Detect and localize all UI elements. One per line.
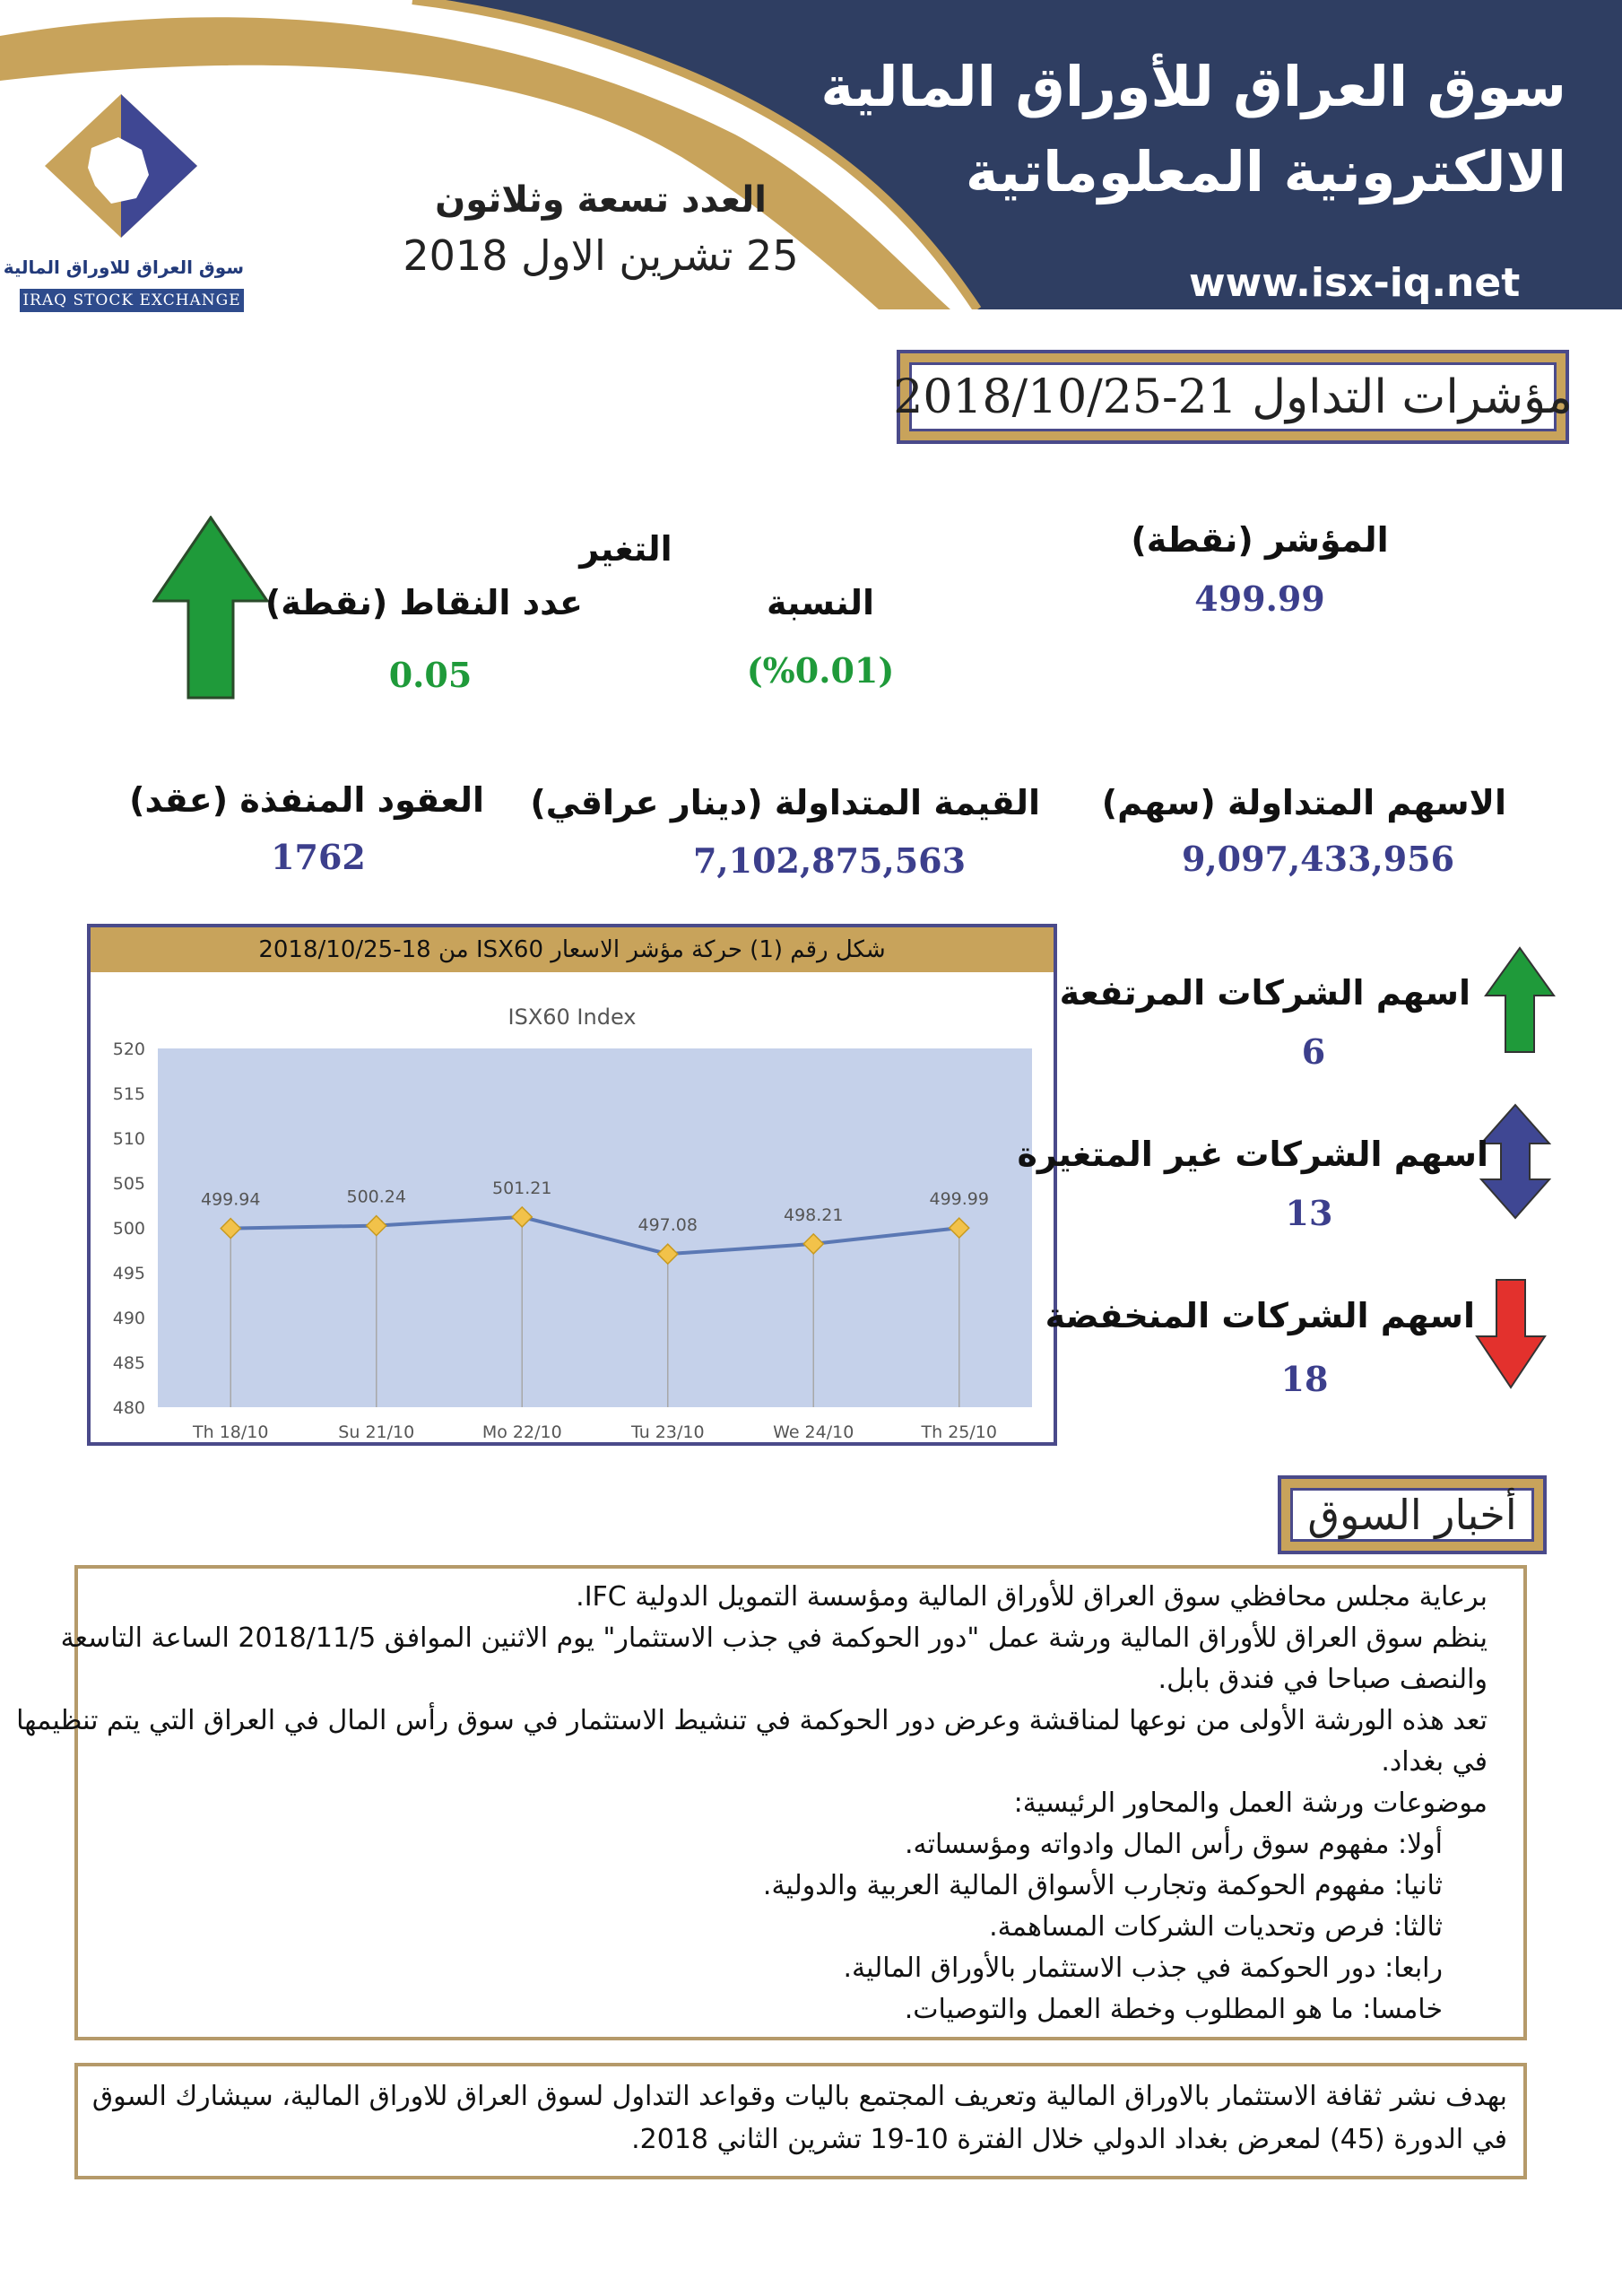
y-tick-label: 500 [112, 1219, 145, 1239]
news-line: ثالثا: فرص وتحديات الشركات المساهمة. [989, 1911, 1443, 1943]
data-label: 498.21 [784, 1205, 844, 1225]
news-title: أخبار السوق [1307, 1491, 1517, 1539]
logo-name-en: IRAQ STOCK EXCHANGE [20, 289, 244, 312]
news-lines-1 [16, 1569, 1488, 2037]
y-tick-label: 480 [112, 1398, 145, 1418]
falling-label: اسهم الشركات المنخفضة [1045, 1296, 1475, 1335]
x-tick-label: Su 21/10 [338, 1422, 415, 1442]
data-label: 499.99 [929, 1189, 989, 1210]
unchanged-label: اسهم الشركات غير المتغيرة [1017, 1135, 1488, 1174]
news-line: خامسا: ما هو المطلوب وخطة العمل والتوصيات. [904, 1994, 1443, 2025]
traded-value: 7,102,875,563 [692, 840, 967, 881]
news-line: بهدف نشر ثقافة الاستثمار بالاوراق المالية وتعريف المجتمع باليات وقواعد التداول لسوق العراق للاوراق المالية، سيشارك السوق [91, 2081, 1507, 2112]
news-line: أولا: مفهوم سوق رأس المال وادواته ومؤسساته. [904, 1829, 1443, 1860]
isx60-line-chart [91, 972, 1054, 1442]
y-tick-label: 495 [112, 1264, 145, 1283]
website-link[interactable]: www.isx-iq.net [1189, 260, 1521, 306]
isx-logo-icon [36, 85, 224, 247]
index-label: المؤشر (نقطة) [1131, 520, 1389, 560]
chart-title: ISX60 Index [507, 1004, 637, 1030]
news-box-1 [16, 1565, 1527, 2040]
y-tick-label: 515 [112, 1084, 145, 1104]
news-line: تعد هذه الورشة الأولى من نوعها لمناقشة وعرض دور الحوكمة في تنشيط الاستثمار في سوق رأس المال في العراق التي يتم تنظيمها [16, 1705, 1488, 1736]
points-value: 0.05 [388, 655, 473, 695]
y-tick-label: 485 [112, 1353, 145, 1373]
news-line: موضوعات ورشة العمل والمحاور الرئيسية: [1013, 1787, 1488, 1819]
news-line: ثانيا: مفهوم الحوكمة وتجارب الأسواق المالية العربية والدولية. [762, 1870, 1443, 1901]
falling-value: 18 [1280, 1359, 1329, 1399]
news-line: والنصف صباحا في فندق بابل. [1158, 1664, 1488, 1695]
shares-value: 9,097,433,956 [1181, 839, 1455, 879]
index-value: 499.99 [1194, 578, 1325, 619]
news-line: في الدورة (45) لمعرض بغداد الدولي خلال الفترة 10-19 تشرين الثاني 2018. [631, 2124, 1507, 2155]
news-line: رابعا: دور الحوكمة في جذب الاستثمار بالأوراق المالية. [843, 1952, 1443, 1984]
news-line: في بغداد. [1381, 1746, 1488, 1778]
unchanged-arrow-icon [1479, 1103, 1551, 1220]
index-up-arrow-icon [152, 516, 269, 700]
change-label: التغير [579, 529, 672, 569]
contracts-value: 1762 [271, 837, 366, 877]
contracts-label: العقود المنفذة (عقد) [129, 780, 484, 820]
y-tick-label: 510 [112, 1129, 145, 1149]
news-line: ينظم سوق العراق للأوراق المالية ورشة عمل "دور الحوكمة في جذب الاستثمار" يوم الاثنين الموافق 2018/11/5 الساعة التاسعة [60, 1622, 1488, 1654]
data-label: 499.94 [201, 1189, 261, 1210]
news-box-2 [74, 2063, 1527, 2179]
rising-label: اسهم الشركات المرتفعة [1059, 973, 1470, 1013]
falling-arrow-icon [1475, 1278, 1547, 1390]
y-tick-label: 520 [112, 1039, 145, 1059]
x-tick-label: We 24/10 [773, 1422, 854, 1442]
news-title-frame [1278, 1475, 1547, 1554]
traded-value-label: القيمة المتداولة (دينار عراقي) [530, 783, 1040, 822]
data-label: 500.24 [346, 1187, 406, 1207]
chart-container [87, 924, 1057, 1446]
logo-name-ar: سوق العراق للاوراق المالية [3, 257, 244, 278]
shares-label: الاسهم المتداولة (سهم) [1101, 783, 1506, 822]
unchanged-value: 13 [1285, 1193, 1333, 1233]
news-lines-2 [89, 2066, 1507, 2176]
x-tick-label: Th 25/10 [921, 1422, 997, 1442]
indicators-title: مؤشرات التداول 21-2018/10/25 [893, 370, 1573, 424]
header-title-line2: الالكترونية المعلوماتية [965, 139, 1566, 204]
x-tick-label: Tu 23/10 [630, 1422, 705, 1442]
issue-label: العدد تسعة وثلاثون [435, 179, 767, 221]
x-tick-label: Mo 22/10 [481, 1422, 562, 1442]
chart-caption: شكل رقم (1) حركة مؤشر الاسعار ISX60 من 18-2018/10/25 [91, 927, 1054, 972]
y-tick-label: 505 [112, 1174, 145, 1194]
rising-arrow-icon [1484, 946, 1556, 1054]
news-line: برعاية مجلس محافظي سوق العراق للأوراق المالية ومؤسسة التمويل الدولية IFC. [576, 1581, 1488, 1613]
ratio-label: النسبة [766, 583, 875, 622]
data-label: 501.21 [492, 1178, 552, 1198]
points-label: عدد النقاط (نقطة) [265, 583, 583, 622]
data-label: 497.08 [638, 1215, 698, 1236]
issue-date: 25 تشرين الاول 2018 [403, 231, 799, 280]
rising-value: 6 [1301, 1031, 1326, 1072]
indicators-title-frame [893, 350, 1573, 444]
x-tick-label: Th 18/10 [193, 1422, 269, 1442]
y-tick-label: 490 [112, 1309, 145, 1328]
header-title-line1: سوق العراق للأوراق المالية [820, 54, 1566, 119]
ratio-value: (%0.01) [746, 650, 895, 691]
